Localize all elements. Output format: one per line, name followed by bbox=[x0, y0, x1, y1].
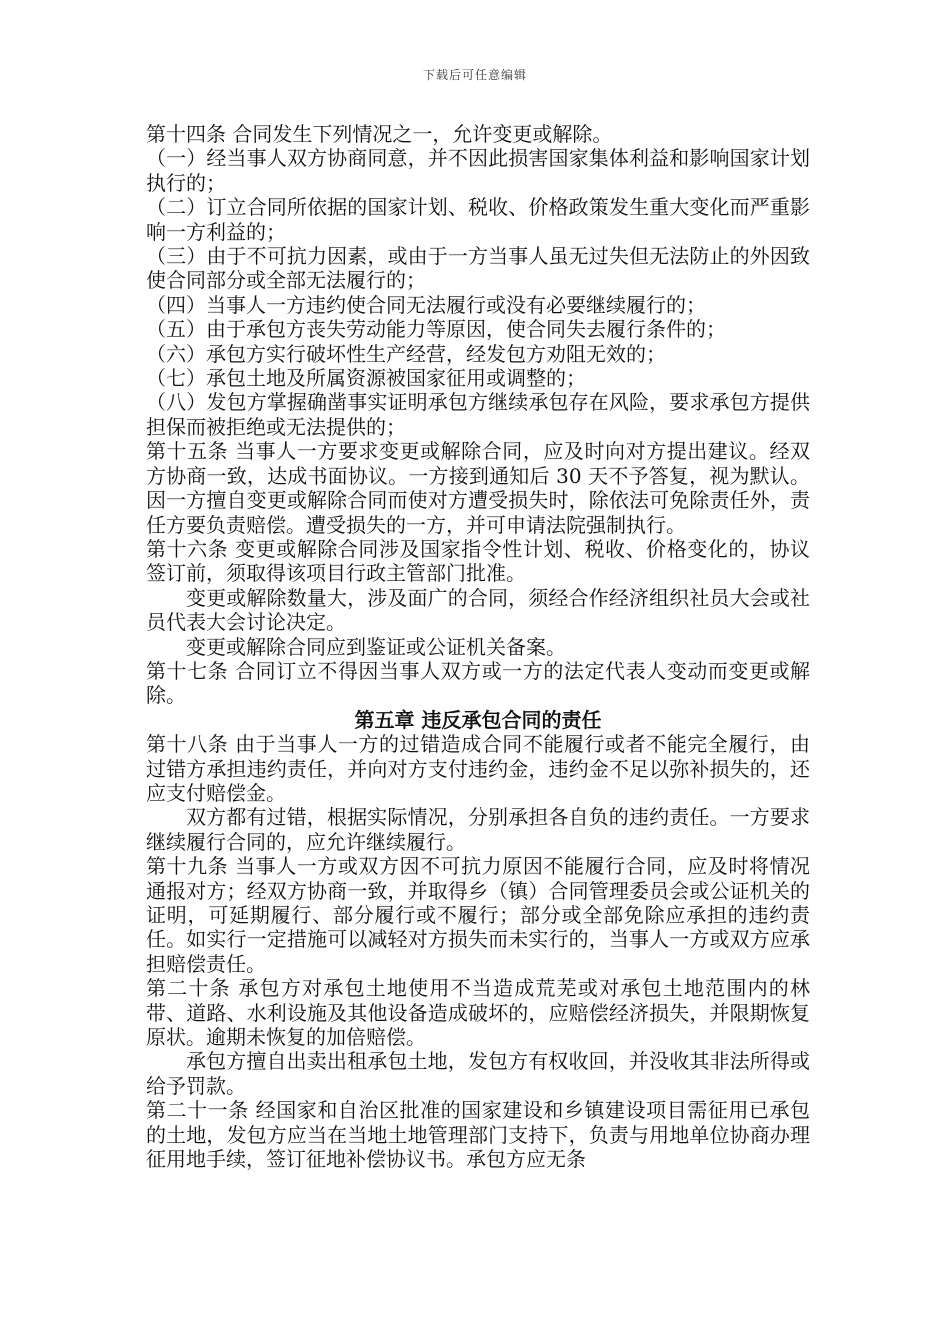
document-body bbox=[146, 122, 810, 1171]
article-14-item-8: （八）发包方掌握确凿事实证明承包方继续承包存在风险，要求承包方提供担保而被拒绝或无法提供的； bbox=[146, 390, 810, 439]
article-20-paragraph-2: 承包方擅自出卖出租承包土地，发包方有权收回，并没收其非法所得或给予罚款。 bbox=[146, 1049, 810, 1098]
article-16: 第十六条 变更或解除合同涉及国家指令性计划、税收、价格变化的，协议签订前，须取得该项目行政主管部门批准。 bbox=[146, 536, 810, 586]
article-18: 第十八条 由于当事人一方的过错造成合同不能履行或者不能完全履行，由过错方承担违约责任，并向对方支付违约金，违约金不足以弥补损失的，还应支付赔偿金。 bbox=[146, 732, 810, 805]
article-16-paragraph-3: 变更或解除合同应到鉴证或公证机关备案。 bbox=[186, 634, 566, 659]
article-20: 第二十条 承包方对承包土地使用不当造成荒芜或对承包土地范围内的林带、道路、水利设施及其他设备造成破坏的，应赔偿经济损失，并限期恢复原状。逾期未恢复的加倍赔偿。 bbox=[146, 976, 810, 1050]
article-14-item-7: （七）承包土地及所属资源被国家征用或调整的； bbox=[146, 366, 586, 391]
article-14-item-1: （一）经当事人双方协商同意，并不因此损害国家集体利益和影响国家计划执行的； bbox=[146, 146, 810, 195]
article-15: 第十五条 当事人一方要求变更或解除合同，应及时向对方提出建议。经双方协商一致，达成书面协议。一方接到通知后 30 天不予答复，视为默认。因一方擅自变更或解除合同而使对方遭受损失时，除依法可免除责任外，责任方要负责赔偿。遭受损失的一方，并可申请法院强制执行。 bbox=[146, 439, 810, 537]
article-14-item-2: （二）订立合同所依据的国家计划、税收、价格政策发生重大变化而严重影响一方利益的； bbox=[146, 195, 810, 244]
article-17: 第十七条 合同订立不得因当事人双方或一方的法定代表人变动而变更或解除。 bbox=[146, 658, 810, 708]
article-19: 第十九条 当事人一方或双方因不可抗力原因不能履行合同，应及时将情况通报对方；经双方协商一致，并取得乡（镇）合同管理委员会或公证机关的证明，可延期履行、部分履行或不履行；部分或全部免除应承担的违约责任。如实行一定措施可以减轻对方损失而未实行的，当事人一方或双方应承担赔偿责任。 bbox=[146, 854, 810, 976]
article-14-item-3: （三）由于不可抗力因素，或由于一方当事人虽无过失但无法防止的外因致使合同部分或全部无法履行的； bbox=[146, 244, 810, 293]
article-18-paragraph-2: 双方都有过错，根据实际情况，分别承担各自负的违约责任。一方要求继续履行合同的，应允许继续履行。 bbox=[146, 805, 810, 854]
chapter-heading: 第五章 违反承包合同的责任 bbox=[354, 707, 602, 732]
article-21: 第二十一条 经国家和自治区批准的国家建设和乡镇建设项目需征用已承包的土地，发包方应当在当地土地管理部门支持下，负责与用地单位协商办理征用地手续，签订征地补偿协议书。承包方应无条 bbox=[146, 1098, 810, 1172]
article-14: 第十四条 合同发生下列情况之一，允许变更或解除。 bbox=[146, 122, 613, 146]
article-14-item-5: （五）由于承包方丧失劳动能力等原因，使合同失去履行条件的； bbox=[146, 317, 726, 342]
header-note: 下载后可任意编辑 bbox=[422, 68, 527, 82]
article-14-item-4: （四）当事人一方违约使合同无法履行或没有必要继续履行的； bbox=[146, 292, 706, 317]
article-14-item-6: （六）承包方实行破坏性生产经营，经发包方劝阻无效的； bbox=[146, 341, 666, 366]
article-16-paragraph-2: 变更或解除数量大，涉及面广的合同，须经合作经济组织社员大会或社员代表大会讨论决定。 bbox=[146, 585, 810, 635]
